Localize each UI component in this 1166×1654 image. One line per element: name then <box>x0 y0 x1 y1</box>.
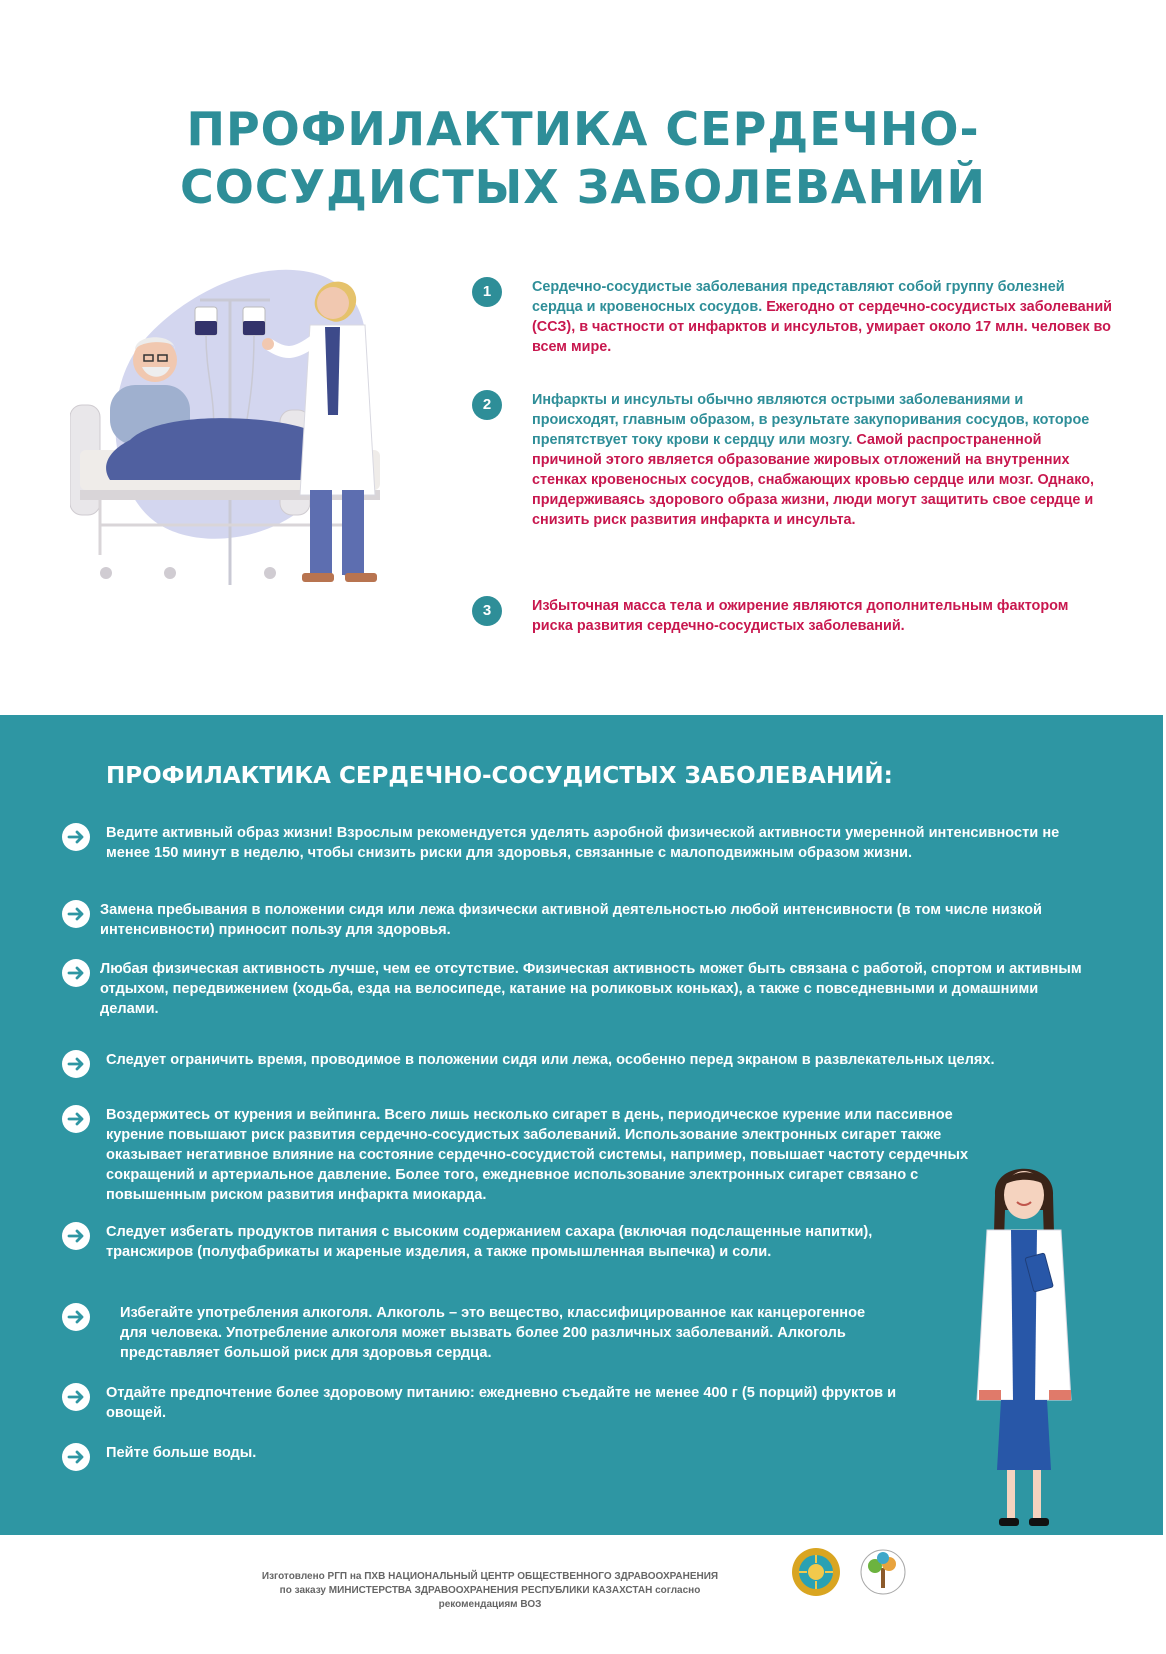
arrow-right-icon <box>62 900 90 928</box>
arrow-right-icon <box>62 1050 90 1078</box>
arrow-right-icon <box>62 959 90 987</box>
tip-text: Отдайте предпочтение более здоровому питанию: ежедневно съедайте не менее 400 г (5 порций) фруктов и овощей. <box>106 1385 897 1421</box>
tip-item-4 <box>62 1050 1082 1070</box>
tip-item-5 <box>62 1105 1002 1205</box>
tip-text: Следует ограничить время, проводимое в положении сидя или лежа, особенно перед экраном в развлекательных целях. <box>106 1052 995 1068</box>
tip-item-7 <box>62 1303 892 1363</box>
arrow-right-icon <box>62 1303 90 1331</box>
tip-text: Ведите активный образ жизни! Взрослым рекомендуется уделять аэробной физической активности умеренной интенсивности не менее 150 минут в неделю, чтобы снизить риски для здоровья, связанные с малоподвижным образом жизни. <box>106 825 1060 861</box>
fact-2 <box>472 390 1112 530</box>
arrow-right-icon <box>62 1222 90 1250</box>
female-doctor-illustration <box>965 1150 1085 1535</box>
tip-item-6 <box>62 1222 932 1262</box>
arrow-right-icon <box>62 1383 90 1411</box>
tip-item-8 <box>62 1383 922 1423</box>
ncph-logo <box>855 1546 911 1598</box>
tip-item-1 <box>62 823 1072 863</box>
fact-number-badge: 3 <box>472 596 502 626</box>
footer-line2: по заказу МИНИСТЕРСТВА ЗДРАВООХРАНЕНИЯ РЕСПУБЛИКИ КАЗАХСТАН согласно <box>279 1585 701 1596</box>
fact-text <box>532 596 1112 636</box>
fact-text-red: Самой распространенной причиной этого является образование жировых отложений на внутренних стенках кровеносных сосудов, снабжающих кровью сердце или мозг. Однако, придерживаясь здорового образа жизни, люди могут защитить свое сердце и снизить риск развития инфаркта и инсульта. <box>532 432 1094 528</box>
fact-1 <box>472 277 1112 357</box>
fact-text-red: Ежегодно от сердечно-сосудистых заболеваний (ССЗ), в частности от инфарктов и инсультов, умирает около 17 млн. человек во всем мире. <box>532 299 1113 355</box>
tip-item-3 <box>62 959 1082 1019</box>
tip-text: Воздержитесь от курения и вейпинга. Всего лишь несколько сигарет в день, периодическое курение или пассивное курение повышают риск развития сердечно-сосудистых заболеваний. Использование электронных сигарет также оказывает негативное влияние на состояние сердечно-сосудистой системы, например, повышает частоту сердечных сокращений и артериальное давление. Более того, ежедневное использование электронных сигарет связано с повышенным риском развития инфаркта миокарда. <box>106 1107 969 1203</box>
tip-text: Любая физическая активность лучше, чем ее отсутствие. Физическая активность может быть связана с работой, спортом и активным отдыхом, передвижением (ходьба, езда на велосипеде, катание на роликовых коньках), а также с повседневными и домашними делами. <box>100 961 1082 1017</box>
fact-text <box>532 277 1112 357</box>
tip-item-9 <box>62 1443 922 1463</box>
tip-text: Пейте больше воды. <box>106 1445 257 1461</box>
fact-3 <box>472 596 1112 636</box>
tip-text: Замена пребывания в положении сидя или лежа физически активной деятельностью любой интенсивности (в том числе низкой интенсивности) приносит пользу для здоровья. <box>100 902 1042 938</box>
arrow-right-icon <box>62 1443 90 1471</box>
fact-number-badge: 1 <box>472 277 502 307</box>
tip-text: Следует избегать продуктов питания с высоким содержанием сахара (включая подслащенные напитки), трансжиров (полуфабрикаты и жареные изделия, а также промышленная выпечка) и соли. <box>106 1224 873 1260</box>
state-emblem-logo <box>790 1546 842 1598</box>
fact-text-teal: Инфаркты и инсульты обычно являются острыми заболеваниями и происходят, главным образом, в результате закупоривания сосудов, которое препятствует току крови к сердцу или мозгу. <box>532 392 1090 448</box>
fact-number-badge: 2 <box>472 390 502 420</box>
fact-text <box>532 390 1112 530</box>
footer-line1: Изготовлено РГП на ПХВ НАЦИОНАЛЬНЫЙ ЦЕНТР ОБЩЕСТВЕННОГО ЗДРАВООХРАНЕНИЯ <box>261 1571 719 1582</box>
arrow-right-icon <box>62 1105 90 1133</box>
page-title <box>0 100 1166 216</box>
fact-text-red: Избыточная масса тела и ожирение являются дополнительным фактором риска развития сердечно-сосудистых заболеваний. <box>532 598 1069 634</box>
prevention-title: ПРОФИЛАКТИКА СЕРДЕЧНО-СОСУДИСТЫХ ЗАБОЛЕВАНИЙ: <box>106 763 893 789</box>
page-title-line2: СОСУДИСТЫХ ЗАБОЛЕВАНИЙ <box>179 160 987 214</box>
footer-credits <box>200 1570 780 1612</box>
hospital-bed-illustration <box>70 255 430 635</box>
page-title-line1: ПРОФИЛАКТИКА СЕРДЕЧНО- <box>186 102 980 156</box>
footer-line3: рекомендациям ВОЗ <box>438 1599 542 1610</box>
fact-text-teal: Сердечно-сосудистые заболевания представляют собой группу болезней сердца и кровеносных сосудов. <box>532 279 1065 315</box>
tip-item-2 <box>62 900 1082 940</box>
tip-text: Избегайте употребления алкоголя. Алкоголь – это вещество, классифицированное как канцерогенное для человека. Употребление алкоголя может вызвать более 200 различных заболеваний. Алкоголь представляет большой риск для здоровья сердца. <box>120 1305 866 1361</box>
arrow-right-icon <box>62 823 90 851</box>
